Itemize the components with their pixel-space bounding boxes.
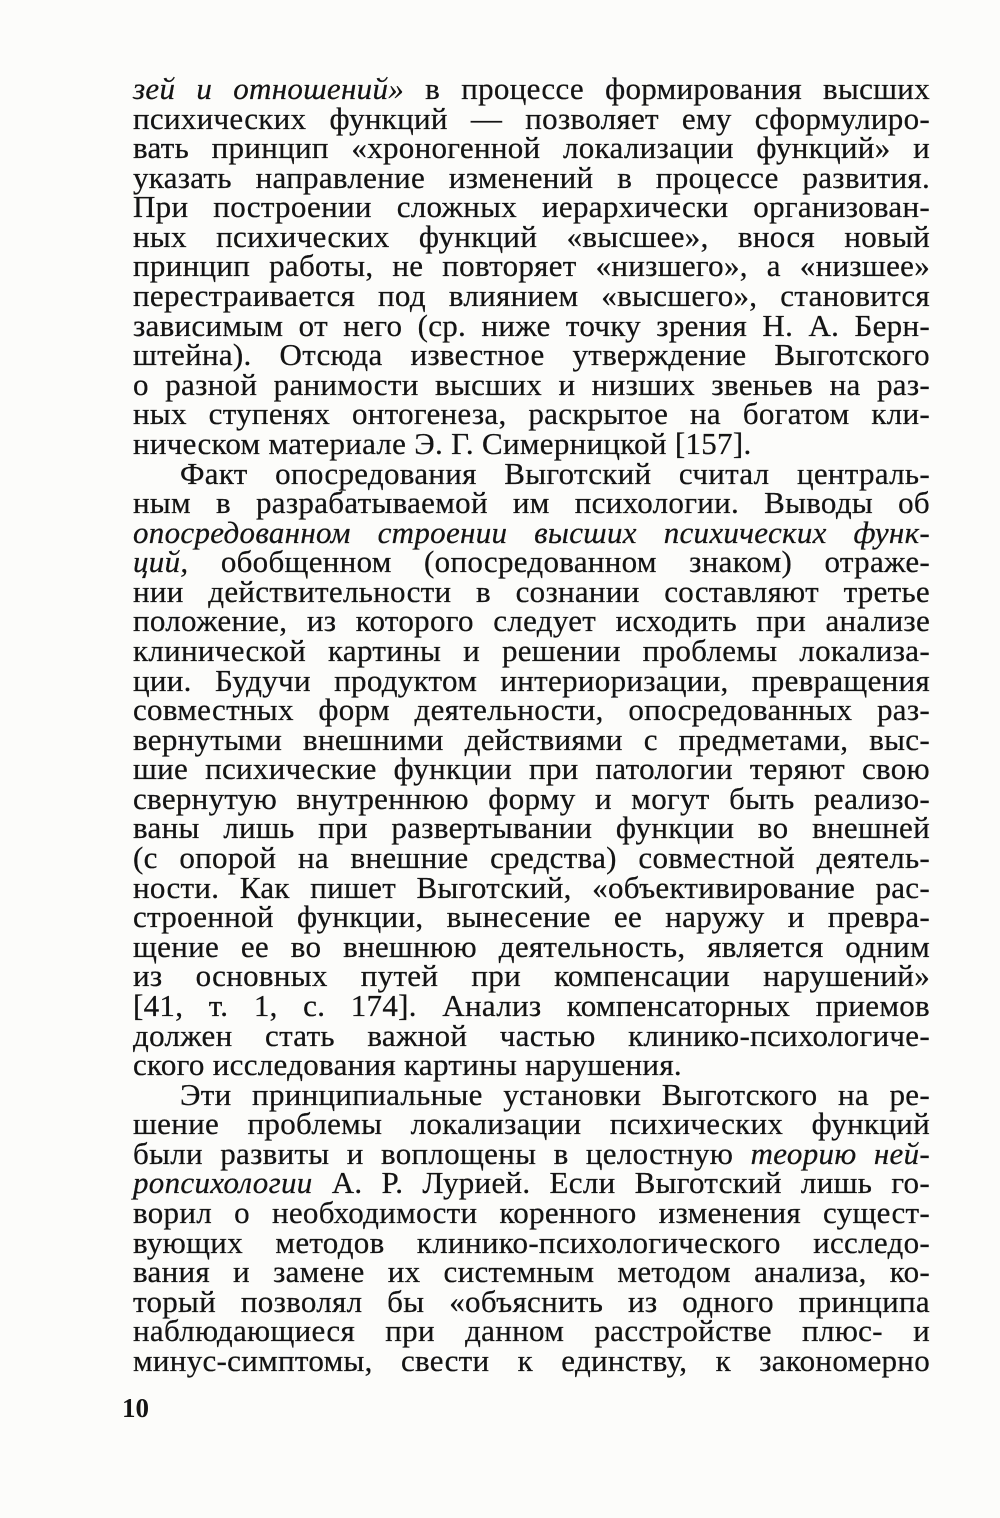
text-line: штейна). Отсюда известное утверждение Выготского bbox=[133, 337, 930, 373]
text-line bbox=[133, 71, 930, 106]
paragraph bbox=[133, 455, 930, 1083]
text-line bbox=[133, 1165, 930, 1201]
text-line: клинической картины и решении проблемы локализа- bbox=[133, 632, 930, 668]
text-line: щение ее во внешнюю деятельность, является одним bbox=[133, 928, 930, 964]
text-line: нии действительности в сознании составляют третье bbox=[133, 573, 930, 609]
paragraph bbox=[133, 71, 930, 461]
text-line: минус-симптомы, свести к единству, к закономерно bbox=[133, 1342, 930, 1378]
text-line: указать направление изменений в процессе развития. bbox=[133, 159, 930, 195]
page-number: 10 bbox=[122, 1393, 149, 1423]
text-line: зависимым от него (ср. ниже точку зрения Н. А. Берн- bbox=[133, 307, 930, 343]
text-line: вать принцип «хроногенной локализации функций» и bbox=[133, 130, 930, 166]
text-line: (с опорой на внешние средства) совместной деятель- bbox=[133, 840, 930, 876]
text-line: наблюдающиеся при данном расстройстве плюс- и bbox=[133, 1313, 930, 1349]
italic-text: теорию ней- bbox=[750, 1135, 930, 1171]
text-line: шение проблемы локализации психических функций bbox=[133, 1106, 930, 1142]
text-line: о разной ранимости высших и низших звеньев на раз- bbox=[133, 366, 930, 402]
text-line: [41, т. 1, с. 174]. Анализ компенсаторных приемов bbox=[133, 987, 930, 1023]
line-text: были развиты и воплощены в целостную bbox=[133, 1135, 734, 1171]
text-line: вернутыми внешними действиями с предметами, выс- bbox=[133, 721, 930, 757]
text-line: ции. Будучи продуктом интериоризации, превращения bbox=[133, 662, 930, 698]
text-line: Факт опосредования Выготский считал централь- bbox=[180, 455, 930, 491]
text-line: положение, из которого следует исходить при анализе bbox=[133, 603, 930, 639]
text-line: принцип работы, не повторяет «низшего», а «низшее» bbox=[133, 248, 930, 284]
text-line: ворил о необходимости коренного изменения сущест- bbox=[133, 1194, 930, 1230]
text-line bbox=[133, 544, 930, 580]
text-line: психических функций — позволяет ему сформулиро- bbox=[133, 100, 930, 136]
text-line: из основных путей при компенсации нарушений» bbox=[133, 958, 930, 994]
text-line bbox=[133, 1135, 930, 1171]
text-line: вания и замене их системным методом анализа, ко- bbox=[133, 1254, 930, 1290]
text-line: торый позволял бы «объяснить из одного принципа bbox=[133, 1283, 930, 1319]
text-line: перестраивается под влиянием «высшего», становится bbox=[133, 278, 930, 314]
text-line: ского исследования картины нарушения. bbox=[133, 1047, 682, 1083]
text-block bbox=[133, 71, 930, 1378]
text-line: ности. Как пишет Выготский, «объективирование рас- bbox=[133, 869, 930, 905]
italic-text: ций, bbox=[133, 544, 189, 580]
text-line: При построении сложных иерархически организован- bbox=[133, 189, 930, 225]
text-line: ным в разрабатываемой им психологии. Выводы об bbox=[133, 485, 930, 521]
text-line: ных ступенях онтогенеза, раскрытое на богатом кли- bbox=[133, 396, 930, 432]
line-text: обобщенном (опосредованном знаком) отраже- bbox=[220, 544, 930, 580]
text-line: совместных форм деятельности, опосредованных раз- bbox=[133, 692, 930, 728]
italic-text: зей и отношений» bbox=[133, 71, 405, 106]
text-line: шие психические функции при патологии теряют свою bbox=[133, 751, 930, 787]
text-line-italic: опосредованном строении высших психических функ- bbox=[133, 514, 930, 550]
text-line: ническом материале Э. Г. Симерницкой [157]. bbox=[133, 425, 752, 461]
text-line: вующих методов клинико-психологического исследо- bbox=[133, 1224, 930, 1260]
text-line: ных психических функций «высшее», внося новый bbox=[133, 218, 930, 254]
text-line: Эти принципиальные установки Выготского на ре- bbox=[180, 1076, 930, 1112]
text-line: свернутую внутреннюю форму и могут быть реализо- bbox=[133, 780, 930, 816]
line-text: А. Р. Лурией. Если Выготский лишь го- bbox=[331, 1165, 930, 1201]
text-line: строенной функции, вынесение ее наружу и превра- bbox=[133, 899, 930, 935]
paragraph bbox=[133, 1076, 930, 1378]
italic-text: ропсихологии bbox=[133, 1165, 313, 1201]
text-line: ваны лишь при развертывании функции во внешней bbox=[133, 810, 930, 846]
line-text: в процессе формирования высших bbox=[425, 71, 930, 106]
text-line: должен стать важной частью клинико-психологиче- bbox=[133, 1017, 930, 1053]
